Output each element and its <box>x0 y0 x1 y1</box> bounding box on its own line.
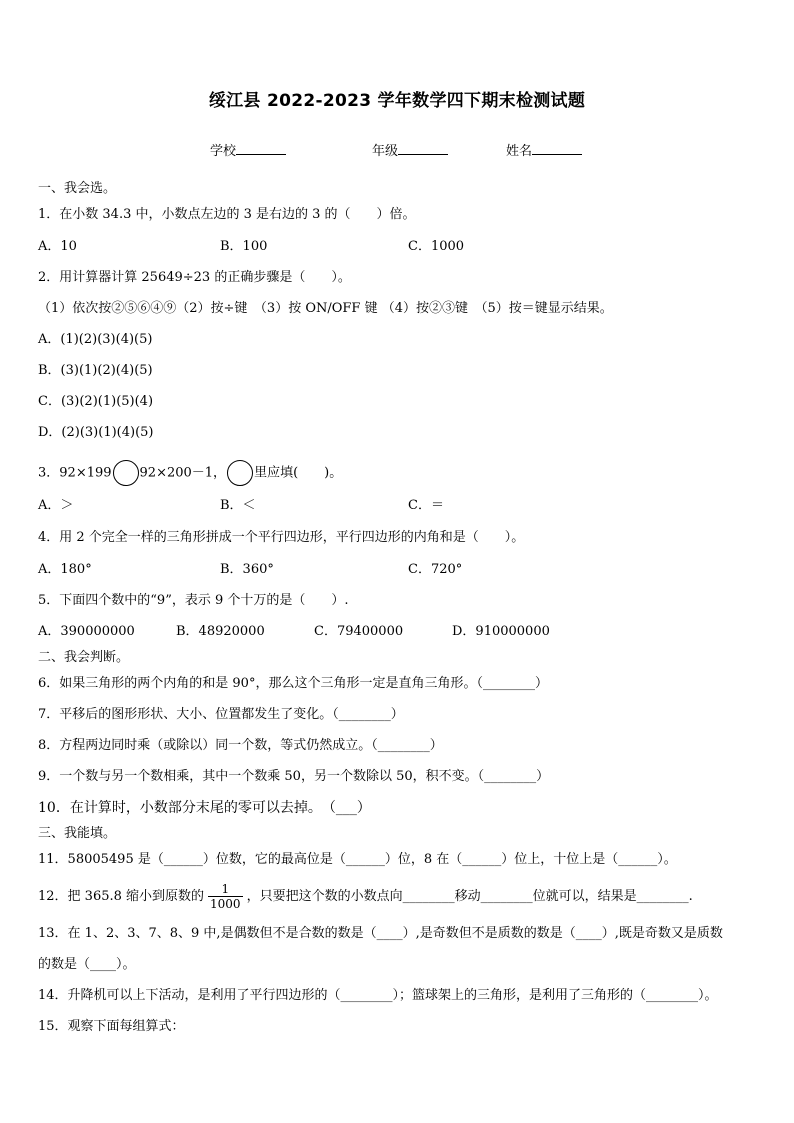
question-10: 10．在计算时，小数部分末尾的零可以去掉。 （___） <box>38 800 371 816</box>
question-7: 7．平移后的图形形状、大小、位置都发生了变化。（________） <box>38 707 404 722</box>
question-4-option-c: C．720° <box>408 562 463 577</box>
question-1-option-c: C．1000 <box>408 239 465 254</box>
page-title: 绥江县 2022-2023 学年数学四下期末检测试题 <box>208 91 586 111</box>
question-5-option-c: C．79400000 <box>314 624 404 639</box>
question-5-option-d: D．910000000 <box>452 624 550 639</box>
section-heading-1: 一、我会选。 <box>38 181 117 196</box>
question-2-option-b: B．(3)(1)(2)(4)(5) <box>38 363 153 378</box>
question-2-steps: （1）依次按②⑤⑥④⑨（2）按÷键 （3）按 ON/OFF 键 （4）按②③键 （5）按＝键显示结果。 <box>38 301 613 316</box>
question-12-part-2: ，只要把这个数的小数点向________移动________位就可以，结果是________. <box>246 889 693 904</box>
question-2-option-d: D．(2)(3)(1)(4)(5) <box>38 425 154 440</box>
section-heading-3: 三、我能填。 <box>38 826 117 841</box>
question-8: 8．方程两边同时乘（或除以）同一个数，等式仍然成立。（________） <box>38 738 443 753</box>
school-label: 学校 <box>210 144 237 159</box>
question-3-part-3: 里应填( )。 <box>254 465 343 481</box>
question-3-stem <box>38 460 342 486</box>
question-4-option-b: B．360° <box>220 562 274 577</box>
question-3-option-a: A．＞ <box>38 498 74 513</box>
fraction <box>208 882 243 911</box>
question-3-option-b: B．＜ <box>220 498 256 513</box>
question-1-option-a: A．10 <box>38 239 77 254</box>
question-9: 9．一个数与另一个数相乘，其中一个数乘 50，另一个数除以 50，积不变。（________） <box>38 769 550 784</box>
question-15: 15．观察下面每组算式： <box>38 1019 185 1034</box>
question-13-line-2: 的数是（____）。 <box>38 957 136 972</box>
school-blank[interactable] <box>236 141 286 155</box>
answer-circle-2[interactable] <box>227 460 253 486</box>
question-14: 14．升降机可以上下活动，是利用了平行四边形的（________）；篮球架上的三角形，是利用了三角形的（________）。 <box>38 988 718 1003</box>
question-2-option-c: C．(3)(2)(1)(5)(4) <box>38 394 154 409</box>
fraction-numerator: 1 <box>208 882 243 897</box>
school-field[interactable] <box>210 140 286 159</box>
question-11: 11．58005495 是（______）位数，它的最高位是（______）位，8 在（______）位上，十位上是（______）。 <box>38 852 677 867</box>
name-field[interactable] <box>506 140 582 159</box>
name-label: 姓名 <box>506 144 533 159</box>
answer-circle-1[interactable] <box>113 460 139 486</box>
grade-blank[interactable] <box>398 141 448 155</box>
question-3-option-c: C．＝ <box>408 498 444 513</box>
question-3-part-1: 3．92×199 <box>38 465 112 481</box>
question-4-option-a: A．180° <box>38 562 92 577</box>
fraction-denominator: 1000 <box>210 897 241 911</box>
question-6: 6．如果三角形的两个内角的和是 90°，那么这个三角形一定是直角三角形。（________） <box>38 676 548 691</box>
question-3-part-2: 92×200－1， <box>139 465 227 481</box>
question-1-stem: 1．在小数 34.3 中，小数点左边的 3 是右边的 3 的（ ）倍。 <box>38 207 416 222</box>
question-5-option-a: A．390000000 <box>38 624 135 639</box>
question-5-stem: 5．下面四个数中的“9”，表示 9 个十万的是（ ）. <box>38 593 349 608</box>
question-2-option-a: A．(1)(2)(3)(4)(5) <box>38 332 153 347</box>
question-4-stem: 4．用 2 个完全一样的三角形拼成一个平行四边形，平行四边形的内角和是（ ）。 <box>38 530 525 545</box>
question-5-option-b: B．48920000 <box>176 624 265 639</box>
question-2-stem: 2．用计算器计算 25649÷23 的正确步骤是（ ）。 <box>38 270 351 285</box>
question-1-option-b: B．100 <box>220 239 268 254</box>
name-blank[interactable] <box>532 141 582 155</box>
question-12-part-1: 12．把 365.8 缩小到原数的 <box>38 889 205 904</box>
question-13-line-1: 13．在 1、2、3、7、8、9 中,是偶数但不是合数的数是（____）,是奇数但不是质数的数是（____）,既是奇数又是质数 <box>38 926 723 941</box>
grade-field[interactable] <box>372 140 448 159</box>
question-12 <box>38 882 693 912</box>
section-heading-2: 二、我会判断。 <box>38 650 130 665</box>
grade-label: 年级 <box>372 144 399 159</box>
